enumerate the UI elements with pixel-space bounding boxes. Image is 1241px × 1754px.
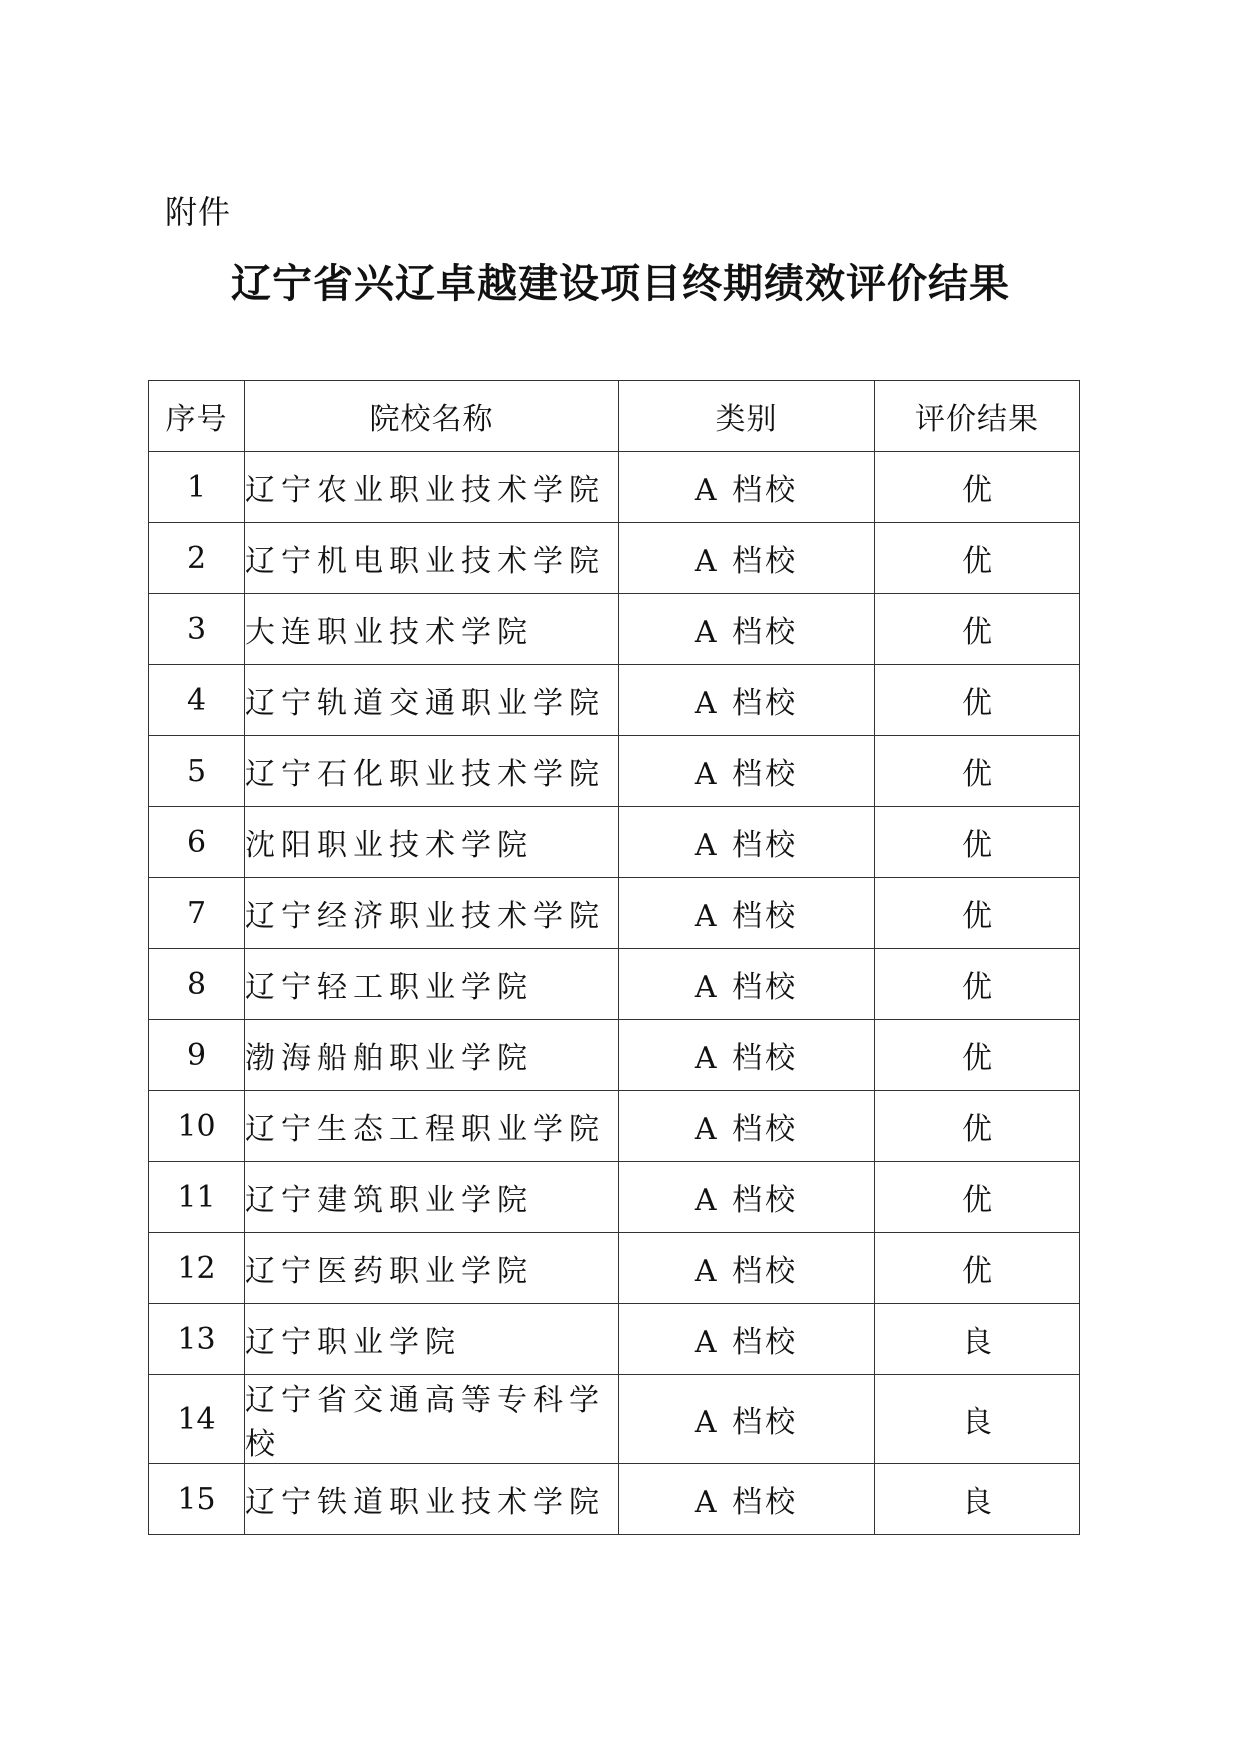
row-result: 优 — [875, 807, 1080, 878]
row-result: 优 — [875, 665, 1080, 736]
row-no: 12 — [149, 1233, 245, 1304]
table-row — [149, 1162, 1080, 1233]
row-no: 2 — [149, 523, 245, 594]
row-category: A 档校 — [619, 452, 875, 523]
row-category: A 档校 — [619, 807, 875, 878]
table-body — [149, 452, 1080, 1535]
table-row — [149, 594, 1080, 665]
row-result: 优 — [875, 1162, 1080, 1233]
row-no: 8 — [149, 949, 245, 1020]
table-row — [149, 807, 1080, 878]
row-no: 4 — [149, 665, 245, 736]
results-table — [148, 380, 1080, 1535]
row-school-name: 沈阳职业技术学院 — [245, 807, 619, 878]
row-school-name: 渤海船舶职业学院 — [245, 1020, 619, 1091]
row-category: A 档校 — [619, 1091, 875, 1162]
row-result: 良 — [875, 1304, 1080, 1375]
row-school-name: 辽宁轻工职业学院 — [245, 949, 619, 1020]
document-title: 辽宁省兴辽卓越建设项目终期绩效评价结果 — [231, 260, 1010, 307]
table-row — [149, 1304, 1080, 1375]
table-row — [149, 1233, 1080, 1304]
row-result: 优 — [875, 1020, 1080, 1091]
row-school-name: 辽宁铁道职业技术学院 — [245, 1464, 619, 1535]
row-result: 优 — [875, 949, 1080, 1020]
row-school-name: 辽宁农业职业技术学院 — [245, 452, 619, 523]
row-school-name: 辽宁生态工程职业学院 — [245, 1091, 619, 1162]
row-school-name: 大连职业技术学院 — [245, 594, 619, 665]
row-school-name: 辽宁轨道交通职业学院 — [245, 665, 619, 736]
row-no: 15 — [149, 1464, 245, 1535]
header-school-name: 院校名称 — [245, 381, 619, 452]
row-no: 6 — [149, 807, 245, 878]
table-row — [149, 452, 1080, 523]
row-no: 1 — [149, 452, 245, 523]
row-no: 13 — [149, 1304, 245, 1375]
table-row — [149, 1375, 1080, 1464]
row-category: A 档校 — [619, 736, 875, 807]
row-category: A 档校 — [619, 523, 875, 594]
row-result: 优 — [875, 736, 1080, 807]
row-result: 良 — [875, 1464, 1080, 1535]
row-category: A 档校 — [619, 1375, 875, 1464]
row-category: A 档校 — [619, 1233, 875, 1304]
row-school-name: 辽宁医药职业学院 — [245, 1233, 619, 1304]
table-row — [149, 949, 1080, 1020]
row-no: 3 — [149, 594, 245, 665]
row-result: 优 — [875, 1233, 1080, 1304]
row-category: A 档校 — [619, 594, 875, 665]
row-school-name: 辽宁石化职业技术学院 — [245, 736, 619, 807]
row-result: 优 — [875, 1091, 1080, 1162]
row-school-name: 辽宁经济职业技术学院 — [245, 878, 619, 949]
row-category: A 档校 — [619, 949, 875, 1020]
row-no: 7 — [149, 878, 245, 949]
row-result: 优 — [875, 594, 1080, 665]
table-row — [149, 1020, 1080, 1091]
row-category: A 档校 — [619, 1020, 875, 1091]
header-no: 序号 — [149, 381, 245, 452]
row-result: 优 — [875, 523, 1080, 594]
row-category: A 档校 — [619, 665, 875, 736]
row-category: A 档校 — [619, 1464, 875, 1535]
row-school-name: 辽宁省交通高等专科学校 — [245, 1375, 619, 1464]
row-result: 良 — [875, 1375, 1080, 1464]
row-category: A 档校 — [619, 1304, 875, 1375]
row-result: 优 — [875, 878, 1080, 949]
row-category: A 档校 — [619, 1162, 875, 1233]
row-school-name: 辽宁机电职业技术学院 — [245, 523, 619, 594]
row-no: 14 — [149, 1375, 245, 1464]
row-category: A 档校 — [619, 878, 875, 949]
row-result: 优 — [875, 452, 1080, 523]
table-row — [149, 878, 1080, 949]
row-no: 5 — [149, 736, 245, 807]
table-row — [149, 665, 1080, 736]
table-row — [149, 1091, 1080, 1162]
header-category: 类别 — [619, 381, 875, 452]
attachment-label: 附件 — [165, 193, 232, 231]
row-no: 9 — [149, 1020, 245, 1091]
row-no: 11 — [149, 1162, 245, 1233]
table-header — [149, 381, 1080, 452]
row-school-name: 辽宁职业学院 — [245, 1304, 619, 1375]
row-school-name: 辽宁建筑职业学院 — [245, 1162, 619, 1233]
header-row — [149, 381, 1080, 452]
header-result: 评价结果 — [875, 381, 1080, 452]
row-no: 10 — [149, 1091, 245, 1162]
table-row — [149, 523, 1080, 594]
table-row — [149, 1464, 1080, 1535]
table-row — [149, 736, 1080, 807]
